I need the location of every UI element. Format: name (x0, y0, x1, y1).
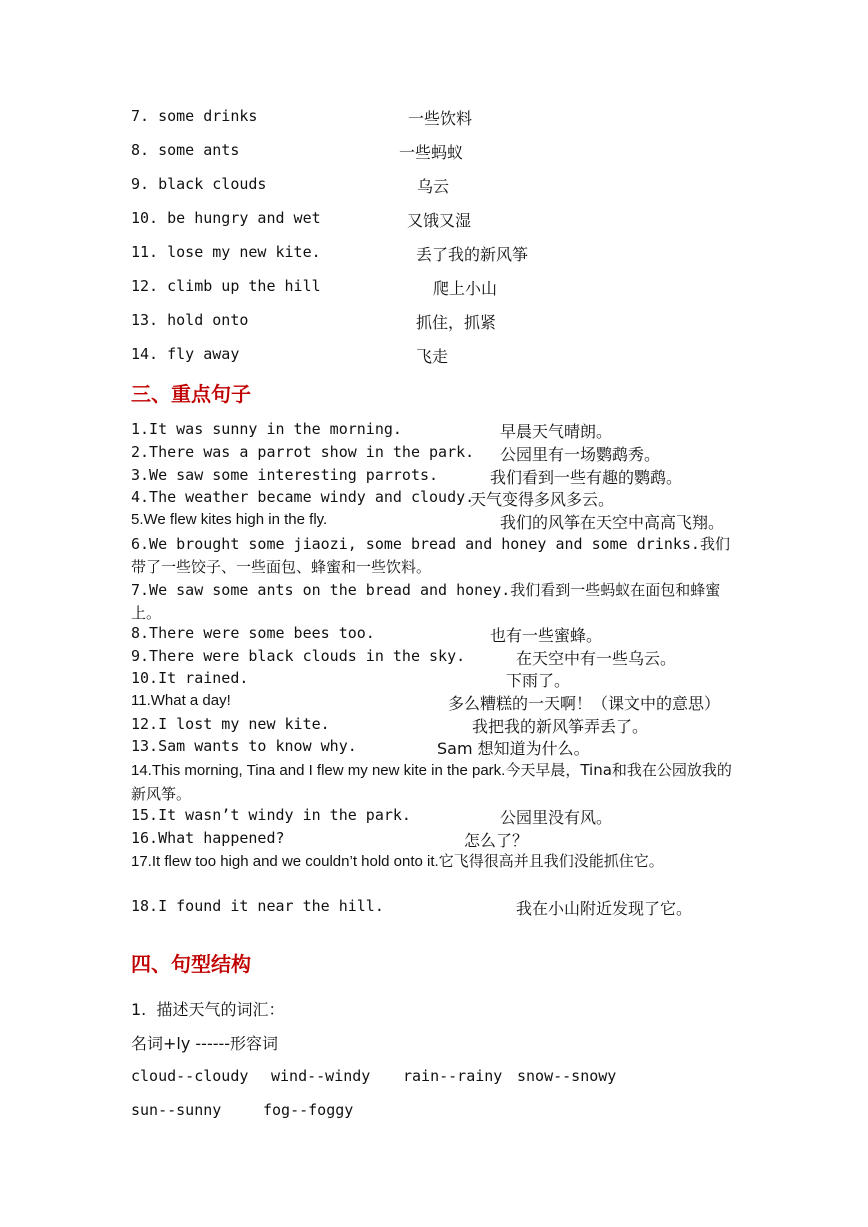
sentence-wrapped (131, 579, 739, 624)
structure-rule: 名词+ly ------形容词 (131, 1034, 279, 1053)
sentence-zh: 早晨天气晴朗。 (500, 422, 613, 441)
sentence-zh: 公园里没有风。 (500, 808, 613, 827)
sentence-zh: 也有一些蜜蜂。 (490, 626, 603, 645)
phrase-en: 13. hold onto (131, 311, 249, 329)
sentence-en: 1.It was sunny in the morning. (131, 420, 402, 438)
phrase-en: 12. climb up the hill (131, 277, 321, 295)
phrase-zh: 飞走 (416, 347, 449, 366)
sentence-zh: 天气变得多风多云。 (470, 490, 615, 509)
sentence-zh: 怎么了？ (464, 831, 529, 850)
structure-item-title: 1. 描述天气的词汇： (131, 1000, 285, 1019)
sentence-zh: 在天空中有一些乌云。 (516, 649, 677, 668)
sentence-zh: 我在小山附近发现了它。 (516, 899, 693, 918)
sentence-zh: 它飞得很高并且我们没能抓住它。 (438, 852, 664, 870)
word-pair: sun--sunny (131, 1101, 222, 1119)
phrase-en: 14. fly away (131, 345, 240, 363)
sentence-zh: 我们的风筝在天空中高高飞翔。 (500, 513, 725, 532)
sentence-en: 8.There were some bees too. (131, 624, 375, 642)
sentence-wrapped (131, 850, 739, 874)
sentence-zh: 下雨了。 (506, 671, 571, 690)
sentence-en: 4.The weather became windy and cloudy. (131, 488, 475, 506)
sentence-en: 12.I lost my new kite. (131, 715, 330, 733)
sentence-zh: 我们带了一些饺子、一些面包、蜂蜜和一些饮料。 (131, 535, 730, 576)
sentence-wrapped (131, 759, 739, 806)
sentence-zh: 我们看到一些有趣的鹦鹉。 (490, 468, 683, 487)
phrase-zh: 又饿又湿 (407, 211, 472, 230)
phrase-en: 11. lose my new kite. (131, 243, 321, 261)
sentence-zh: Sam 想知道为什么。 (437, 739, 590, 758)
phrase-zh: 一些蚂蚁 (399, 143, 464, 162)
sentence-zh: 我们看到一些蚂蚁在面包和蜂蜜上。 (131, 581, 721, 622)
phrase-zh: 爬上小山 (433, 279, 498, 298)
sentence-zh: 多么糟糕的一天啊！（课文中的意思） (448, 694, 721, 713)
sentence-en: 3.We saw some interesting parrots. (131, 466, 439, 484)
sentence-en: 13.Sam wants to know why. (131, 737, 357, 755)
word-pair: cloud--cloudy (131, 1067, 249, 1085)
sentence-wrapped (131, 533, 739, 578)
section-heading-key-sentences: 三、重点句子 (131, 382, 251, 406)
sentence-zh: 今天早晨，Tina和我在公园放我的新风筝。 (131, 761, 732, 803)
sentence-en: 7.We saw some ants on the bread and honey. (131, 581, 511, 599)
phrase-en: 7. some drinks (131, 107, 258, 125)
sentence-en: 11.What a day! (131, 692, 231, 709)
sentence-en: 9.There were black clouds in the sky. (131, 647, 466, 665)
sentence-en: 14.This morning, Tina and I flew my new kite in the park. (131, 762, 506, 779)
sentence-en: 6.We brought some jiaozi, some bread and honey and some drinks. (131, 535, 700, 553)
phrase-zh: 乌云 (417, 177, 450, 196)
sentence-en: 17.It flew too high and we couldn’t hold onto it. (131, 853, 439, 870)
sentence-zh: 我把我的新风筝弄丢了。 (472, 717, 649, 736)
phrase-en: 8. some ants (131, 141, 240, 159)
sentence-en: 10.It rained. (131, 669, 249, 687)
section-heading-sentence-structures: 四、句型结构 (131, 952, 251, 976)
sentence-en: 15.It wasn’t windy in the park. (131, 806, 411, 824)
phrase-en: 9. black clouds (131, 175, 267, 193)
word-pair: snow--snowy (517, 1067, 617, 1085)
phrase-zh: 丢了我的新风筝 (416, 245, 529, 264)
sentence-en: 18.I found it near the hill. (131, 897, 384, 915)
sentence-zh: 公园里有一场鹦鹉秀。 (500, 445, 661, 464)
word-pair: wind--windy (271, 1067, 371, 1085)
sentence-en: 2.There was a parrot show in the park. (131, 443, 475, 461)
sentence-en: 16.What happened? (131, 829, 285, 847)
word-pair: fog--foggy (263, 1101, 354, 1119)
phrase-zh: 一些饮料 (408, 109, 473, 128)
word-pair: rain--rainy (403, 1067, 503, 1085)
sentence-en: 5.We flew kites high in the fly. (131, 511, 328, 528)
phrase-zh: 抓住，抓紧 (416, 313, 497, 332)
phrase-en: 10. be hungry and wet (131, 209, 321, 227)
